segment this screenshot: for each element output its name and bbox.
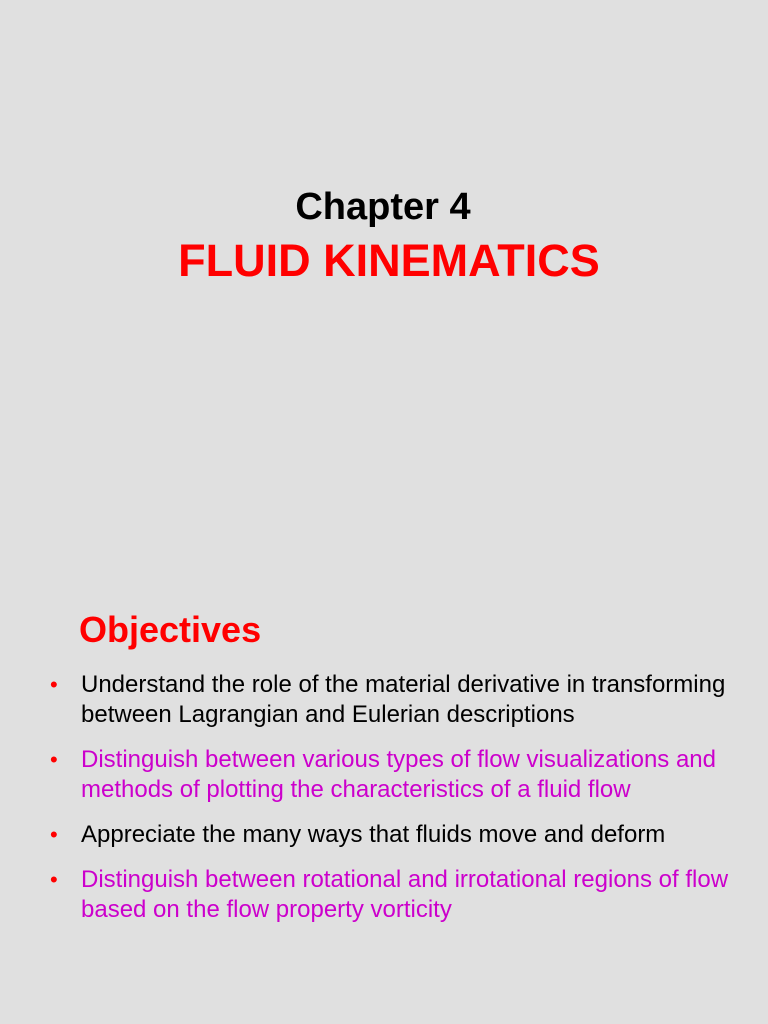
objective-item [0, 670, 768, 730]
objective-item [0, 745, 768, 805]
bullet-icon: • [50, 672, 58, 697]
objective-text: Distinguish between various types of flow visualizations and methods of plotting the characteristics of a fluid flow [81, 746, 717, 803]
bullet-icon: • [50, 822, 58, 847]
objectives-heading: Objectives [79, 609, 262, 650]
objectives-list [0, 670, 768, 940]
objective-text: Understand the role of the material derivative in transforming between Lagrangian and Eulerian descriptions [81, 671, 726, 728]
objective-item [0, 865, 768, 925]
objective-item [0, 820, 768, 850]
objective-text: Appreciate the many ways that fluids move and deform [81, 821, 666, 848]
slide-title: FLUID KINEMATICS [178, 235, 600, 286]
bullet-icon: • [50, 867, 58, 892]
bullet-icon: • [50, 747, 58, 772]
objective-text: Distinguish between rotational and irrotational regions of flow based on the flow property vorticity [81, 866, 729, 923]
chapter-label: Chapter 4 [295, 186, 471, 228]
